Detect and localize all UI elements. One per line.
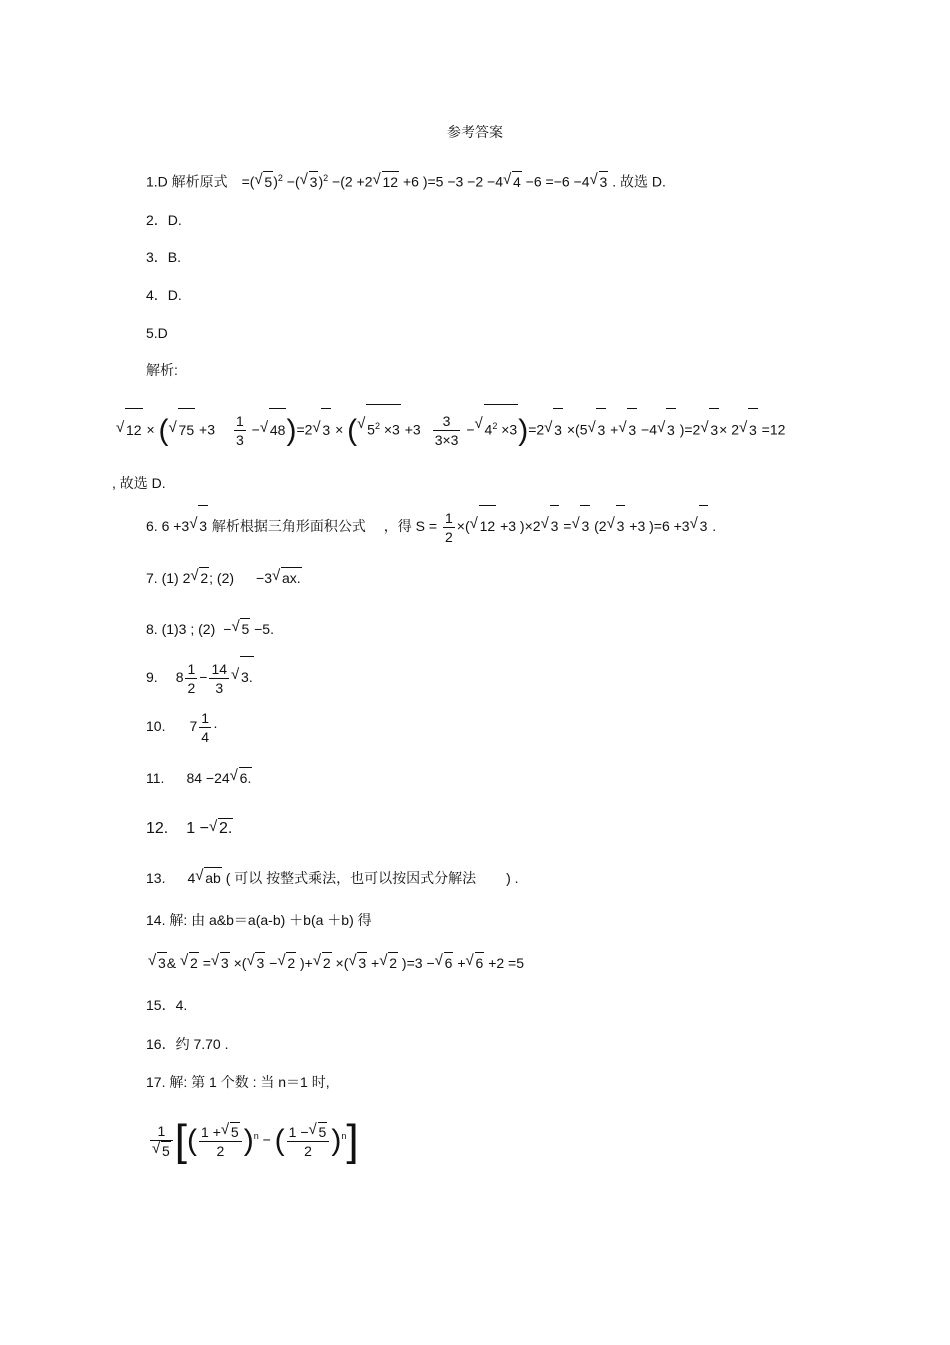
answer-3: 3．B. [146,249,182,265]
answer-12: 12. 1 −√ 2. [146,818,233,839]
answer-14-formula: √ 3& √ 2 =√ 3 ×(√ 3 −√ 2 )+√ 2 ×(√ 3 +√ 2 )=3 −√ 6 +√ 6 +2 =5 [148,952,524,973]
answer-14: 14. 解: 由 a&b＝a(a-b) ＋b(a ＋b) 得 [146,912,372,928]
answer-17: 17. 解: 第 1 个数 : 当 n＝1 时, [146,1074,330,1090]
answer-1-tail: . 故选 D. [612,173,666,190]
answer-1-formula: =(√ 5)$^2$ −(√ 3)$^2$ −(2 +2√ 12 +6 )=5 −3 −2 −4√ 4 −6 =−6 −4√ 3 [242,168,609,192]
answer-9: 9. 8 $\frac{1}{2}$ − $\frac{14}{3}$ √ 3. [146,656,254,697]
answer-7: 7. (1) 2√ 2; (2) −3√ ax. [146,567,302,588]
page-title: 参考答案 [447,125,503,141]
answer-1 [146,168,666,192]
answer-13-note: ( 可以 按整式乘法，也可以按因式分解法 [225,870,477,886]
answer-5: 5.D [146,325,168,341]
answer-2: 2．D. [146,212,182,228]
answer-10: 10. 7 $\frac{1}{4}$ · [146,709,218,745]
answer-4: 4．D. [146,287,182,303]
answer-17-formula: 1 √ 5 [( $\frac{1 +√ 5}{2}$ )$^n$ − ( $\frac{1 -√ 5}{2}$ )$^n$] [148,1108,359,1168]
answer-11: 11. 84 −24√ 6. [146,767,252,788]
answer-1-label: 1.D 解析原式 [146,173,228,190]
answer-5-note: 解析: [146,362,178,378]
answer-6-mid: ，得 S = [383,518,438,534]
answer-15: 15．4. [146,997,188,1013]
answer-16: 16．约 7.70 . [146,1036,229,1052]
answer-6: 6. 6 +3√ 3 解析根据三角形面积公式 ，得 S = $\frac{1}{2}$ ×(√ 12 +3 )×2√ 3 =√ 3 (2√ 3 +3 )=6 +3√ 3 . [146,505,716,546]
answer-8: 8. (1)3 ; (2) −√ 5 −5. [146,618,274,639]
answer-13: 13. 4√ ab ( 可以 按整式乘法，也可以按因式分解法 ) . [146,867,519,888]
answer-13-end: ) . [506,870,519,886]
answer-5-formula: √ 12 × (√ 75 +3 $\frac{1}{3}$ −√ 48)=2√ 3 × (√ $5^2 \times 3 +3$ $\frac{3}{3\times 3}$ −√ $4^2 \times 3)=2√$ 3 ×(5√ 3 +√ 3 −4√ 3 )=2√ 3× 2√ 3 =12 [116,404,785,451]
answer-5-tail: , 故选 D. [112,475,166,491]
